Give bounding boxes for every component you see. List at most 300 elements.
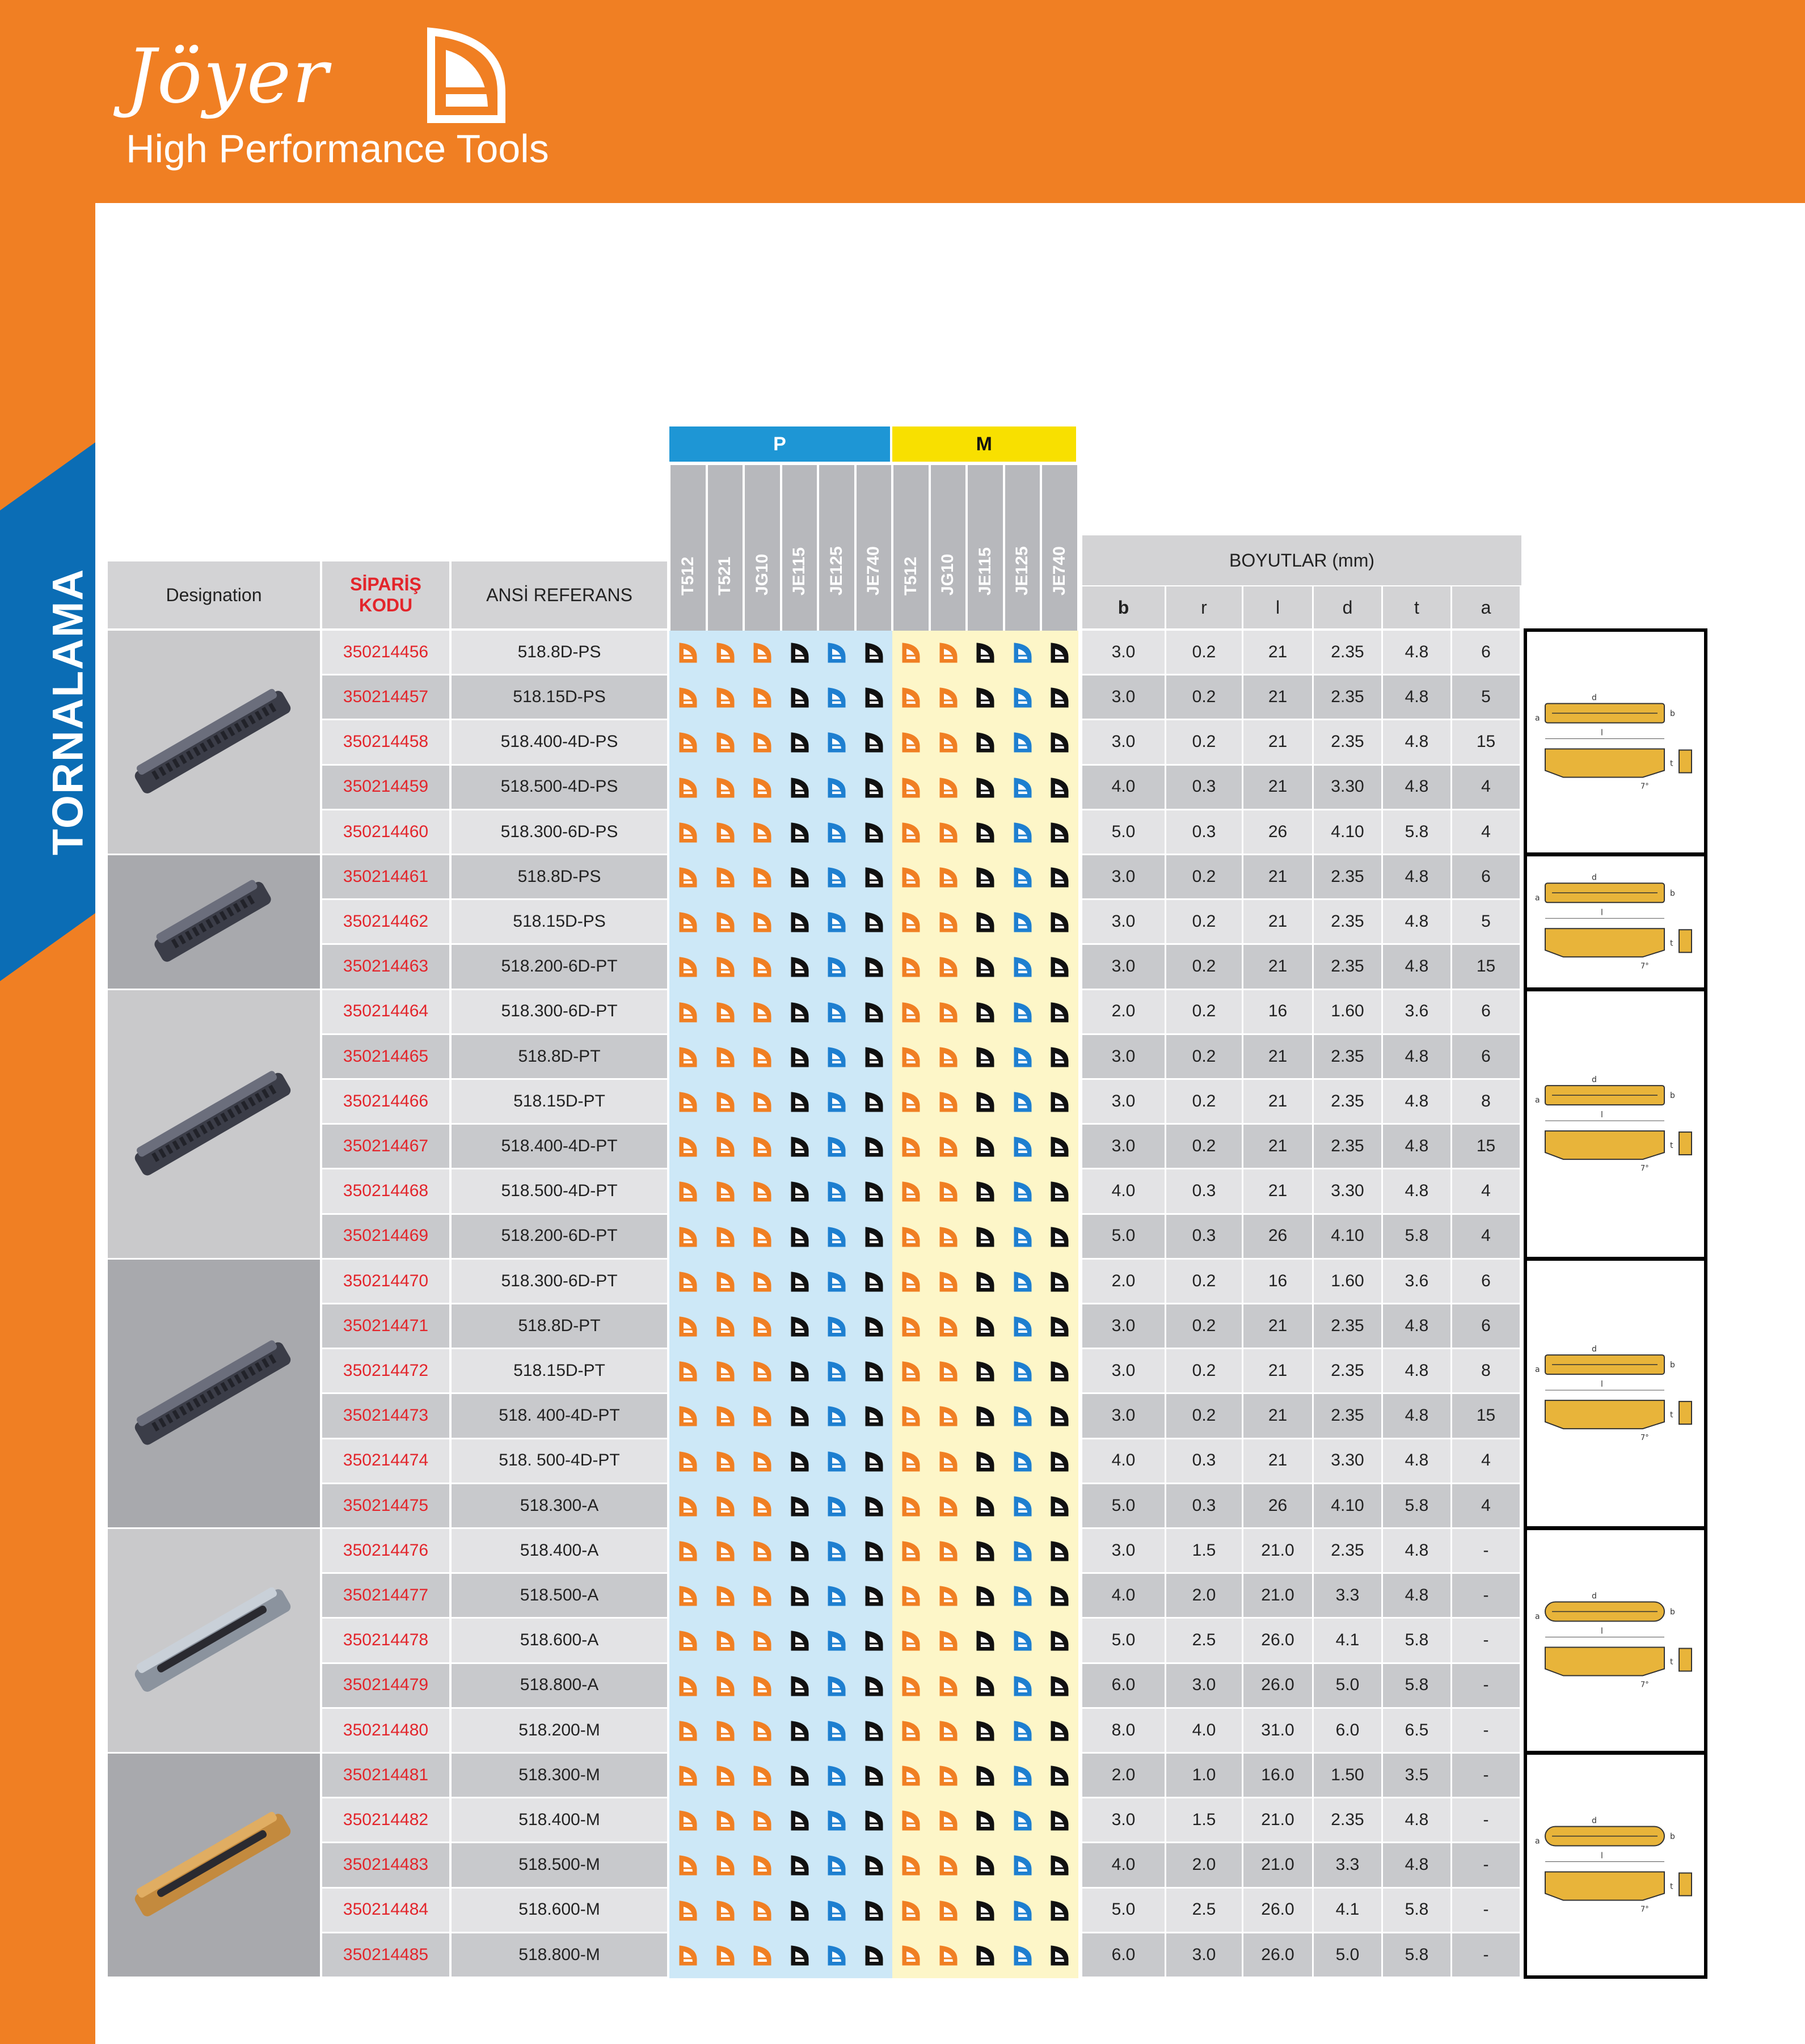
dimension-value: 4	[1452, 1439, 1520, 1483]
grade-suitability-icon	[678, 1046, 698, 1068]
grade-suitability-icon	[1013, 911, 1032, 933]
grade-suitability-icon	[901, 1855, 921, 1876]
grade-label: JE125	[826, 546, 846, 596]
dimension-value: 4	[1452, 1169, 1520, 1213]
insert-dimension-drawing	[1529, 1530, 1699, 1753]
grade-suitability-icon	[827, 1181, 846, 1202]
grade-suitability-icon	[976, 867, 995, 888]
grade-suitability-icon	[753, 1316, 772, 1337]
grade-suitability-icon	[790, 1765, 809, 1787]
grade-suitability-icon	[678, 1585, 698, 1607]
grade-suitability-icon	[753, 1945, 772, 1966]
ansi-reference: 518.15D-PT	[452, 1349, 667, 1392]
grade-suitability-icon	[1013, 642, 1032, 664]
grade-suitability-icon	[753, 911, 772, 933]
grade-header	[670, 465, 706, 631]
ansi-reference: 518.8D-PT	[452, 1304, 667, 1348]
grade-label: JG10	[938, 554, 958, 596]
grade-suitability-icon	[716, 1405, 735, 1427]
grade-header	[782, 465, 817, 631]
grade-suitability-icon	[864, 777, 884, 799]
grade-suitability-icon	[939, 1496, 958, 1517]
grade-header	[1042, 465, 1077, 631]
grade-header	[708, 465, 743, 631]
grade-suitability-icon	[790, 1585, 809, 1607]
dimension-value: 3.0	[1082, 675, 1165, 719]
grade-suitability-icon	[827, 1405, 846, 1427]
grade-label: T512	[901, 556, 920, 596]
grade-suitability-icon	[678, 822, 698, 843]
grade-suitability-icon	[939, 1855, 958, 1876]
grade-suitability-icon	[864, 867, 884, 888]
dimension-value: 4	[1452, 766, 1520, 809]
grade-suitability-icon	[864, 1855, 884, 1876]
grade-suitability-icon	[976, 1002, 995, 1023]
grade-suitability-icon	[678, 1630, 698, 1652]
dimension-value: 3.6	[1383, 990, 1450, 1033]
svg-text:t: t	[1669, 1141, 1673, 1150]
grade-suitability-icon	[939, 1945, 958, 1966]
grade-suitability-icon	[976, 956, 995, 978]
grade-suitability-icon	[901, 1271, 921, 1293]
grade-suitability-icon	[716, 1720, 735, 1742]
order-code: 350214470	[322, 1260, 449, 1303]
ansi-reference: 518.500-4D-PS	[452, 766, 667, 809]
grade-suitability-icon	[1050, 732, 1069, 753]
dimension-value: 2.35	[1314, 1080, 1381, 1123]
order-code: 350214461	[322, 855, 449, 898]
grade-suitability-icon	[790, 1945, 809, 1966]
grade-suitability-icon	[790, 1720, 809, 1742]
ansi-reference: 518.8D-PT	[452, 1035, 667, 1078]
dimension-value: 4.0	[1082, 1843, 1165, 1886]
grade-header	[893, 465, 929, 631]
grade-suitability-icon	[939, 1271, 958, 1293]
grade-suitability-icon	[939, 1316, 958, 1337]
svg-text:l: l	[1601, 1379, 1603, 1389]
grade-suitability-icon	[1050, 1181, 1069, 1202]
grade-suitability-icon	[716, 1585, 735, 1607]
ansi-header: ANSİ REFERANS	[452, 561, 667, 628]
dimension-value: 0.2	[1166, 1035, 1242, 1078]
order-code: 350214466	[322, 1080, 449, 1123]
grade-suitability-icon	[1050, 822, 1069, 843]
dimension-value: 26.0	[1243, 1619, 1312, 1662]
grade-suitability-icon	[864, 1496, 884, 1517]
grade-suitability-icon	[753, 1136, 772, 1158]
grade-suitability-icon	[976, 1226, 995, 1248]
grade-suitability-icon	[864, 1585, 884, 1607]
dimension-value: 4.8	[1383, 1349, 1450, 1392]
grade-suitability-icon	[1013, 1900, 1032, 1921]
svg-text:7°: 7°	[1640, 962, 1649, 971]
dimension-value: 3.0	[1082, 945, 1165, 988]
grade-suitability-icon	[1050, 1585, 1069, 1607]
ansi-reference: 518.400-4D-PS	[452, 720, 667, 763]
dimension-value: 5.8	[1383, 1889, 1450, 1932]
grade-suitability-icon	[1050, 1091, 1069, 1113]
grade-suitability-icon	[790, 732, 809, 753]
grade-suitability-icon	[790, 1271, 809, 1293]
grade-suitability-icon	[790, 822, 809, 843]
dimension-value: 0.3	[1166, 1439, 1242, 1483]
dimension-value: 3.0	[1082, 1304, 1165, 1348]
grade-suitability-icon	[753, 687, 772, 708]
grade-suitability-icon	[716, 1181, 735, 1202]
order-code: 350214464	[322, 990, 449, 1033]
grade-suitability-icon	[976, 1765, 995, 1787]
grade-label: JE115	[790, 547, 809, 596]
dimension-value: 3.30	[1314, 1439, 1381, 1483]
dimension-value: 0.2	[1166, 900, 1242, 943]
grade-suitability-icon	[939, 1181, 958, 1202]
dimension-value: 4.8	[1383, 1035, 1450, 1078]
ansi-reference: 518.15D-PT	[452, 1080, 667, 1123]
dimension-value: 0.2	[1166, 1080, 1242, 1123]
grade-suitability-icon	[678, 1810, 698, 1831]
dimension-value: 2.0	[1082, 990, 1165, 1033]
grade-header	[745, 465, 780, 631]
grade-suitability-icon	[753, 1002, 772, 1023]
grade-suitability-icon	[976, 687, 995, 708]
ansi-reference: 518. 400-4D-PT	[452, 1394, 667, 1437]
grade-suitability-icon	[864, 1630, 884, 1652]
grade-suitability-icon	[716, 822, 735, 843]
ansi-reference: 518.400-4D-PT	[452, 1125, 667, 1168]
grade-suitability-icon	[753, 1496, 772, 1517]
dimension-value: 6.0	[1314, 1709, 1381, 1752]
svg-text:7°: 7°	[1640, 1164, 1649, 1173]
technical-drawing	[1524, 1527, 1707, 1754]
dimension-value: 4.8	[1383, 1798, 1450, 1842]
designation-header: Designation	[108, 561, 320, 628]
grade-suitability-icon	[1050, 1271, 1069, 1293]
svg-text:b: b	[1670, 709, 1675, 719]
dimension-value: 0.2	[1166, 945, 1242, 988]
grade-suitability-icon	[939, 1810, 958, 1831]
grade-suitability-icon	[827, 1226, 846, 1248]
grade-suitability-icon	[976, 1136, 995, 1158]
dimension-value: -	[1452, 1529, 1520, 1572]
grade-suitability-icon	[976, 777, 995, 799]
dimension-value: 3.0	[1166, 1933, 1242, 1977]
grade-suitability-icon	[1050, 911, 1069, 933]
grade-suitability-icon	[678, 1496, 698, 1517]
grade-suitability-icon	[864, 1361, 884, 1382]
grade-suitability-icon	[976, 1585, 995, 1607]
grade-suitability-icon	[976, 1900, 995, 1921]
svg-text:7°: 7°	[1640, 1905, 1649, 1914]
svg-text:d: d	[1592, 693, 1597, 703]
dimension-value: 26	[1243, 810, 1312, 854]
grade-suitability-icon	[678, 867, 698, 888]
dimension-value: 21	[1243, 945, 1312, 988]
grade-suitability-icon	[939, 1091, 958, 1113]
grade-suitability-icon	[901, 1496, 921, 1517]
ansi-reference: 518.800-M	[452, 1933, 667, 1977]
grade-suitability-icon	[1013, 1810, 1032, 1831]
dimension-value: 2.35	[1314, 1798, 1381, 1842]
grade-suitability-icon	[901, 1720, 921, 1742]
grade-suitability-icon	[976, 1630, 995, 1652]
dimension-value: 2.35	[1314, 1394, 1381, 1437]
grade-suitability-icon	[827, 1091, 846, 1113]
dimension-value: 2.0	[1082, 1754, 1165, 1797]
grade-suitability-icon	[827, 1765, 846, 1787]
insert-dimension-drawing	[1529, 1755, 1699, 1978]
grade-suitability-icon	[1050, 1496, 1069, 1517]
grade-suitability-icon	[939, 867, 958, 888]
dimension-value: 0.2	[1166, 631, 1242, 674]
dimension-value: 1.5	[1166, 1798, 1242, 1842]
dimension-value: 5	[1452, 900, 1520, 943]
dimension-value: 0.2	[1166, 720, 1242, 763]
dimension-value: 4.8	[1383, 1574, 1450, 1617]
order-code-header: SİPARİŞ KODU	[322, 561, 449, 628]
dimension-value: 4.0	[1082, 1439, 1165, 1483]
grade-suitability-icon	[716, 687, 735, 708]
svg-text:t: t	[1669, 939, 1673, 948]
grade-suitability-icon	[1050, 777, 1069, 799]
dimension-value: 4.8	[1383, 1125, 1450, 1168]
grade-suitability-icon	[1013, 732, 1032, 753]
grade-header	[931, 465, 966, 631]
order-code: 350214457	[322, 675, 449, 719]
grade-suitability-icon	[827, 1002, 846, 1023]
grade-suitability-icon	[790, 687, 809, 708]
dimension-value: -	[1452, 1664, 1520, 1707]
grade-suitability-icon	[678, 1226, 698, 1248]
svg-text:l: l	[1601, 908, 1603, 918]
dimension-column-r: r	[1166, 586, 1242, 628]
grade-suitability-icon	[939, 822, 958, 843]
dimension-value: 4.8	[1383, 720, 1450, 763]
dimension-value: 4.1	[1314, 1619, 1381, 1662]
grade-suitability-icon	[864, 1945, 884, 1966]
grade-suitability-icon	[976, 732, 995, 753]
dimension-value: 26	[1243, 1215, 1312, 1258]
grade-suitability-icon	[976, 1810, 995, 1831]
ansi-reference: 518.300-M	[452, 1754, 667, 1797]
dimension-column-a: a	[1452, 586, 1520, 628]
grade-suitability-icon	[901, 1046, 921, 1068]
insert-photo	[108, 1529, 318, 1752]
svg-text:a: a	[1535, 1095, 1540, 1105]
svg-text:b: b	[1670, 1832, 1675, 1842]
grade-suitability-icon	[716, 1136, 735, 1158]
dimension-value: 2.5	[1166, 1889, 1242, 1932]
dimension-value: 6.0	[1082, 1664, 1165, 1707]
grade-suitability-icon	[790, 1900, 809, 1921]
grade-suitability-icon	[790, 777, 809, 799]
dimension-value: 2.35	[1314, 855, 1381, 898]
grade-suitability-icon	[939, 1675, 958, 1697]
dimension-column-l: l	[1243, 586, 1312, 628]
grade-suitability-icon	[864, 1226, 884, 1248]
grade-suitability-icon	[790, 1540, 809, 1562]
grade-suitability-icon	[753, 867, 772, 888]
grade-label: T512	[678, 556, 697, 596]
grade-suitability-icon	[864, 911, 884, 933]
brand-tagline: High Performance Tools	[126, 126, 549, 171]
material-group-m: M	[892, 426, 1076, 462]
ansi-reference: 518.8D-PS	[452, 855, 667, 898]
grade-suitability-icon	[976, 1675, 995, 1697]
grade-suitability-icon	[976, 1091, 995, 1113]
grade-suitability-icon	[678, 1451, 698, 1472]
grade-suitability-icon	[827, 1675, 846, 1697]
grade-header	[1005, 465, 1040, 631]
dimension-value: -	[1452, 1843, 1520, 1886]
dimension-column-d: d	[1314, 586, 1381, 628]
grade-suitability-icon	[1013, 687, 1032, 708]
grade-suitability-icon	[716, 1046, 735, 1068]
svg-text:b: b	[1669, 1091, 1675, 1100]
dimension-value: 21	[1243, 1035, 1312, 1078]
dimension-value: 6.5	[1383, 1709, 1450, 1752]
order-code: 350214468	[322, 1169, 449, 1213]
dimension-value: 4.8	[1383, 766, 1450, 809]
grade-suitability-icon	[1013, 1226, 1032, 1248]
grade-suitability-icon	[939, 1451, 958, 1472]
brand-logo-text: Jöyer	[126, 33, 330, 120]
svg-text:7°: 7°	[1640, 782, 1649, 791]
grade-suitability-icon	[976, 642, 995, 664]
dimension-value: 3.0	[1082, 1798, 1165, 1842]
grade-suitability-icon	[1013, 1002, 1032, 1023]
dimension-value: 8	[1452, 1349, 1520, 1392]
grade-suitability-icon	[1013, 1765, 1032, 1787]
grade-suitability-icon	[939, 956, 958, 978]
grade-suitability-icon	[753, 1361, 772, 1382]
grade-suitability-icon	[753, 777, 772, 799]
dimension-value: 0.2	[1166, 675, 1242, 719]
grade-suitability-icon	[1050, 1675, 1069, 1697]
grade-suitability-icon	[901, 911, 921, 933]
grade-suitability-icon	[901, 777, 921, 799]
dimension-value: 2.5	[1166, 1619, 1242, 1662]
dimension-value: 3.0	[1082, 720, 1165, 763]
grade-suitability-icon	[901, 1451, 921, 1472]
grade-suitability-icon	[827, 1136, 846, 1158]
dimension-value: 4	[1452, 1484, 1520, 1527]
svg-text:d: d	[1592, 873, 1597, 882]
grade-suitability-icon	[901, 1361, 921, 1382]
grade-suitability-icon	[827, 956, 846, 978]
dimension-value: 2.35	[1314, 720, 1381, 763]
grade-suitability-icon	[790, 1136, 809, 1158]
grade-suitability-icon	[1050, 1765, 1069, 1787]
dimension-value: 3.0	[1166, 1664, 1242, 1707]
grade-suitability-icon	[716, 1091, 735, 1113]
dimension-value: 2.35	[1314, 1304, 1381, 1348]
grade-suitability-icon	[827, 642, 846, 664]
grade-suitability-icon	[753, 1226, 772, 1248]
technical-drawing	[1524, 988, 1707, 1260]
order-code: 350214475	[322, 1484, 449, 1527]
dimension-value: 4.8	[1383, 1529, 1450, 1572]
grade-suitability-icon	[864, 1316, 884, 1337]
grade-suitability-icon	[827, 1855, 846, 1876]
dimension-value: 0.2	[1166, 990, 1242, 1033]
grade-suitability-icon	[939, 1765, 958, 1787]
grade-label: JE740	[1049, 546, 1069, 596]
svg-text:d: d	[1592, 1591, 1597, 1601]
grade-suitability-icon	[1013, 1136, 1032, 1158]
ansi-reference: 518.500-A	[452, 1574, 667, 1617]
dimension-value: 4.1	[1314, 1889, 1381, 1932]
svg-text:t: t	[1669, 1410, 1673, 1420]
insert-dimension-drawing	[1529, 1261, 1699, 1528]
grade-suitability-icon	[753, 956, 772, 978]
dimension-value: 0.3	[1166, 1484, 1242, 1527]
grade-suitability-icon	[901, 732, 921, 753]
order-code: 350214465	[322, 1035, 449, 1078]
dimension-value: 26.0	[1243, 1664, 1312, 1707]
dimension-column-t: t	[1383, 586, 1450, 628]
insert-dimension-drawing	[1529, 632, 1699, 855]
grade-suitability-icon	[1013, 1091, 1032, 1113]
grade-suitability-icon	[716, 1496, 735, 1517]
grade-suitability-icon	[864, 1002, 884, 1023]
svg-text:a: a	[1535, 893, 1540, 903]
grade-header	[857, 465, 892, 631]
insert-dimension-drawing	[1529, 991, 1699, 1259]
ansi-reference: 518.800-A	[452, 1664, 667, 1707]
grade-suitability-icon	[864, 1181, 884, 1202]
grade-suitability-icon	[901, 1181, 921, 1202]
grade-suitability-icon	[1050, 956, 1069, 978]
svg-text:l: l	[1601, 1110, 1603, 1120]
grade-suitability-icon	[976, 1361, 995, 1382]
grade-suitability-icon	[753, 642, 772, 664]
grade-suitability-icon	[827, 911, 846, 933]
grade-suitability-icon	[827, 687, 846, 708]
dimension-value: 3.30	[1314, 1169, 1381, 1213]
grade-suitability-icon	[864, 1136, 884, 1158]
grade-suitability-icon	[939, 1900, 958, 1921]
dimension-value: 31.0	[1243, 1709, 1312, 1752]
grade-suitability-icon	[678, 1720, 698, 1742]
dimension-value: 21	[1243, 855, 1312, 898]
grade-suitability-icon	[716, 911, 735, 933]
order-code: 350214472	[322, 1349, 449, 1392]
dimension-value: 1.60	[1314, 1260, 1381, 1303]
grade-suitability-icon	[864, 1046, 884, 1068]
order-code: 350214477	[322, 1574, 449, 1617]
dimension-value: 21	[1243, 1439, 1312, 1483]
dimension-value: 2.35	[1314, 631, 1381, 674]
dimension-value: 6	[1452, 1260, 1520, 1303]
grade-suitability-icon	[939, 911, 958, 933]
grade-suitability-icon	[716, 1226, 735, 1248]
dimension-value: 6	[1452, 631, 1520, 674]
grade-suitability-icon	[678, 1765, 698, 1787]
svg-text:b: b	[1669, 889, 1675, 898]
dimension-value: 5.8	[1383, 810, 1450, 854]
grade-suitability-icon	[827, 822, 846, 843]
grade-suitability-icon	[1013, 1405, 1032, 1427]
grade-suitability-icon	[1013, 1496, 1032, 1517]
grade-suitability-icon	[753, 1271, 772, 1293]
dimensions-header: BOYUTLAR (mm)	[1082, 535, 1521, 585]
grade-suitability-icon	[939, 1046, 958, 1068]
grade-suitability-icon	[939, 687, 958, 708]
insert-photo	[108, 631, 318, 854]
grade-suitability-icon	[790, 956, 809, 978]
grade-suitability-icon	[864, 822, 884, 843]
grade-suitability-icon	[1050, 1002, 1069, 1023]
